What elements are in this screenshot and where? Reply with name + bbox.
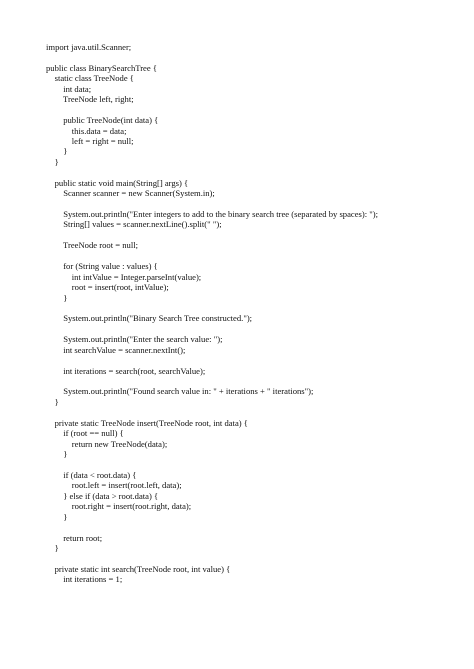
- code-line: System.out.println("Enter the search value: ");: [46, 334, 223, 345]
- code-line: [46, 407, 466, 417]
- code-line: return root;: [46, 532, 103, 543]
- code-line: public TreeNode(int data) {: [46, 115, 159, 126]
- code-line: }: [46, 449, 68, 460]
- code-line: public static void main(String[] args) {: [46, 177, 189, 188]
- code-line: public class BinarySearchTree {: [46, 62, 157, 73]
- code-line: TreeNode root = null;: [46, 240, 138, 251]
- code-line: }: [46, 156, 59, 167]
- code-line: [46, 324, 466, 334]
- code-line: left = right = null;: [46, 135, 134, 146]
- code-line: }: [46, 396, 59, 407]
- code-line: static class TreeNode {: [46, 73, 134, 84]
- code-line: root.right = insert(root.right, data);: [46, 501, 192, 512]
- code-listing: [46, 42, 466, 585]
- code-line: System.out.println("Enter integers to add to the binary search tree (separated by spaces): ");: [46, 209, 379, 219]
- code-line: int iterations = 1;: [46, 574, 123, 585]
- code-line: [46, 553, 466, 563]
- code-line: }: [46, 511, 68, 522]
- code-line: this.data = data;: [46, 125, 127, 136]
- code-line: [46, 199, 466, 209]
- code-line: String[] values = scanner.nextLine().split(" ");: [46, 219, 222, 230]
- code-line: }: [46, 543, 59, 553]
- code-line: import java.util.Scanner;: [46, 42, 132, 52]
- code-line: root.left = insert(root.left, data);: [46, 480, 182, 491]
- code-line: [46, 251, 466, 261]
- code-line: int data;: [46, 83, 92, 94]
- code-line: root = insert(root, intValue);: [46, 282, 169, 293]
- code-line: }: [46, 146, 68, 157]
- code-line: int intValue = Integer.parseInt(value);: [46, 271, 202, 282]
- code-line: } else if (data > root.data) {: [46, 490, 159, 501]
- code-line: [46, 303, 466, 313]
- code-line: private static TreeNode insert(TreeNode root, int data) {: [46, 417, 248, 428]
- code-line: if (root == null) {: [46, 428, 124, 439]
- code-line: [46, 105, 466, 115]
- code-line: TreeNode left, right;: [46, 94, 134, 105]
- code-line: return new TreeNode(data);: [46, 438, 168, 449]
- code-line: [46, 52, 466, 62]
- code-line: int iterations = search(root, searchValue);: [46, 365, 206, 376]
- code-line: private static int search(TreeNode root, int value) {: [46, 563, 231, 574]
- code-line: [46, 522, 466, 532]
- code-line: System.out.println("Found search value in: " + iterations + " iterations");: [46, 386, 314, 397]
- code-line: if (data < root.data) {: [46, 469, 137, 480]
- code-line: for (String value : values) {: [46, 261, 158, 272]
- code-line: [46, 376, 466, 386]
- code-line: }: [46, 292, 68, 303]
- code-line: System.out.println("Binary Search Tree constructed.");: [46, 313, 253, 324]
- code-line: [46, 355, 466, 365]
- code-line: int searchValue = scanner.nextInt();: [46, 344, 186, 355]
- code-line: Scanner scanner = new Scanner(System.in);: [46, 188, 215, 199]
- code-line: [46, 167, 466, 177]
- code-line: [46, 230, 466, 240]
- code-line: [46, 460, 466, 470]
